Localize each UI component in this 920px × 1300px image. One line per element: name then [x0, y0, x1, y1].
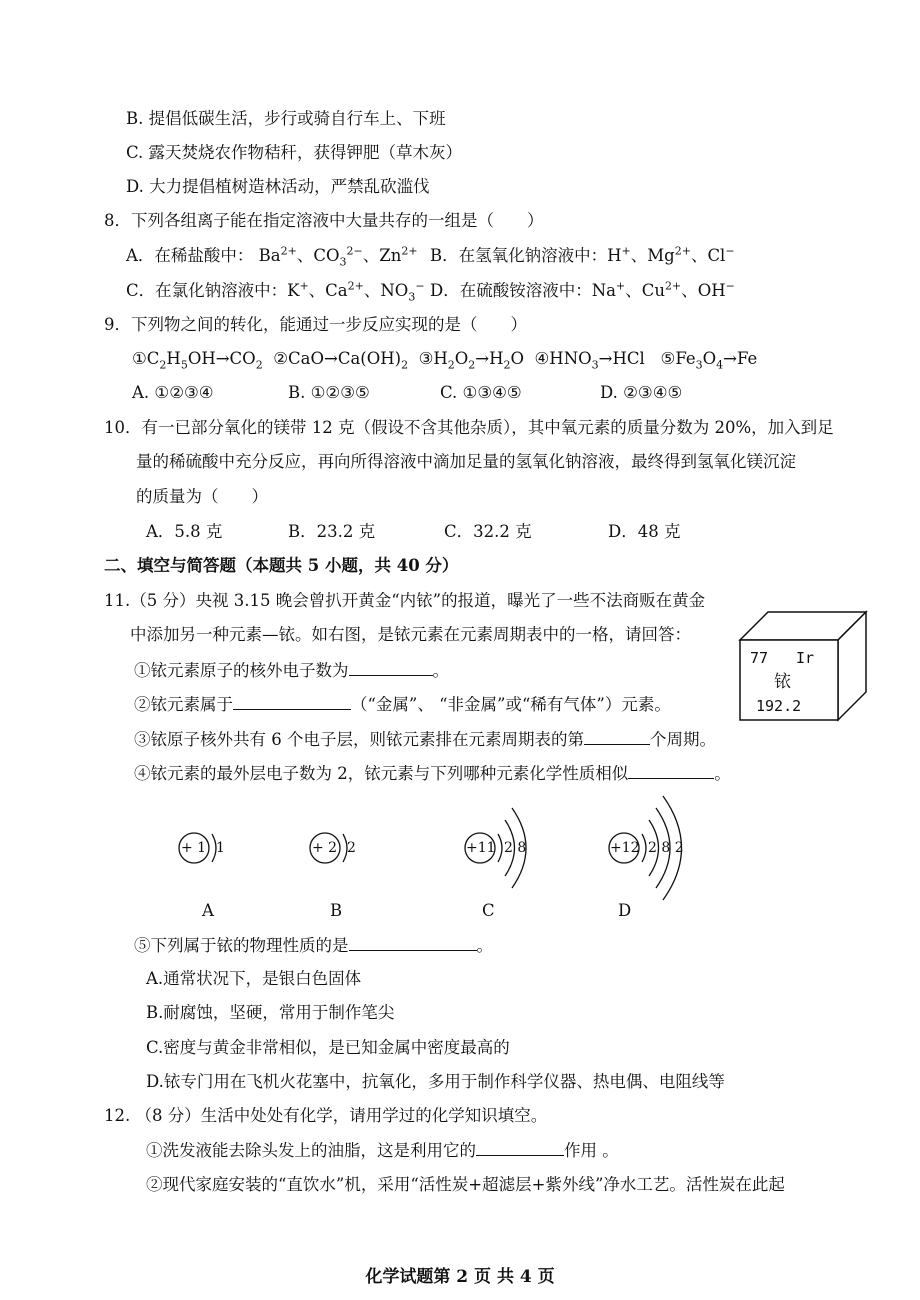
label-b: B [330, 901, 343, 920]
label-c: C [482, 901, 495, 920]
shells-c: 2 8 [504, 840, 527, 856]
q12-stem: 12. （8 分）生活中处处有化学，请用学过的化学知识填空。 [104, 1106, 548, 1125]
nucleus-b: + 2 [312, 840, 338, 856]
q8-stem: 8．下列各组离子能在指定溶液中大量共存的一组是（ ） [104, 211, 544, 230]
q9-option-c: C. ①③④⑤ [440, 383, 522, 402]
q11-sub2: ②铱元素属于 （“金属”、 “非金属”或“稀有气体”）元素。 [134, 695, 671, 714]
q11-option-b: B.耐腐蚀，坚硬，常用于制作笔尖 [146, 1003, 395, 1022]
element-symbol: Ir [796, 649, 815, 667]
q12-sub2: ②现代家庭安装的“直饮水”机，采用“活性炭+超滤层+紫外线”净水工艺。活性炭在此起 [146, 1175, 785, 1194]
q9-option-b: B. ①②③⑤ [288, 383, 370, 402]
atomic-mass: 192.2 [756, 697, 802, 715]
atomic-number: 77 [750, 649, 769, 667]
nucleus-c: +11 [466, 840, 496, 856]
q11-option-d: D.铱专门用在飞机火花塞中，抗氧化，多用于制作科学仪器、热电偶、电阻线等 [146, 1072, 725, 1091]
q7-option-c: C. 露天焚烧农作物秸秆，获得钾肥（草木灰） [126, 143, 463, 162]
section-title: 二、填空与简答题（本题共 5 小题，共 40 分） [104, 556, 459, 575]
atom-structure-diagrams [160, 790, 720, 920]
shells-a: 1 [216, 840, 225, 856]
q8-option-b: B．在氢氧化钠溶液中：H+、$Mg^{2+}$、Cl− [430, 244, 735, 265]
answer-blank [628, 762, 714, 779]
answer-blank [584, 728, 650, 745]
q11-sub5: ⑤下列属于铱的物理性质的是 。 [134, 936, 493, 955]
nucleus-d: +12 [610, 840, 640, 856]
shells-d: 2 8 2 [648, 840, 684, 856]
shells-b: 2 [347, 840, 356, 856]
q11-line2: 中添加另一种元素—铱。如右图，是铱元素在元素周期表中的一格，请回答： [130, 625, 691, 644]
q11-line1: 11.（5 分）央视 3.15 晚会曾扒开黄金“内铱”的报道，曝光了一些不法商贩在黄金 [104, 591, 706, 610]
q8-option-c: C．在氯化钠溶液中：K+、$Ca^{2+}$、$NO_3^-$ [126, 279, 425, 304]
q10-option-a: A．5.8 克 [146, 522, 223, 541]
answer-blank [349, 934, 477, 951]
periodic-table-cell [738, 600, 868, 725]
q10-line1: 10．有一已部分氧化的镁带 12 克（假设不含其他杂质），其中氧元素的质量分数为 20%，加入到足 [104, 418, 834, 437]
page-footer: 化学试题第 2 页 共 4 页 [365, 1267, 555, 1287]
q7-option-d: D. 大力提倡植树造林活动，严禁乱砍滥伐 [126, 177, 430, 196]
q10-option-d: D．48 克 [608, 522, 681, 541]
q9-conversions: $①C_2H_5OH\to CO_2$ $②CaO\to Ca(OH)_2$ $③H_2O_2\to H_2O$ $④HNO_3\to HCl$ $⑤Fe_3O_4\to Fe$ [132, 349, 758, 372]
q12-sub1: ①洗发液能去除头发上的油脂，这是利用它的 作用 。 [146, 1141, 619, 1160]
q11-sub1: ①铱元素原子的核外电子数为 。 [134, 661, 449, 680]
element-name: 铱 [774, 672, 791, 692]
q10-line3: 的质量为（ ） [136, 487, 268, 506]
q9-option-a: A. ①②③④ [132, 383, 214, 402]
q11-sub3: ③铱原子核外共有 6 个电子层，则铱元素排在元素周期表的第 个周期。 [134, 730, 716, 749]
q11-option-a: A.通常状况下，是银白色固体 [146, 969, 362, 988]
label-a: A [202, 901, 214, 920]
q10-line2: 量的稀硫酸中充分反应，再向所得溶液中滴加足量的氢氧化钠溶液，最终得到氢氧化镁沉淀 [136, 452, 796, 471]
q8-option-a: A．在稀盐酸中： $Ba^{2+}$、$CO_3^{2-}$、$Zn^{2+}$ [126, 244, 418, 269]
answer-blank [349, 659, 433, 676]
q10-option-b: B．23.2 克 [288, 522, 376, 541]
q11-option-c: C.密度与黄金非常相似，是已知金属中密度最高的 [146, 1038, 510, 1057]
answer-blank [233, 693, 351, 710]
q9-stem: 9．下列物之间的转化，能通过一步反应实现的是（ ） [104, 315, 527, 334]
nucleus-a: + 1 [181, 840, 207, 856]
label-d: D [618, 901, 632, 920]
q10-option-c: C．32.2 克 [444, 522, 532, 541]
q9-option-d: D. ②③④⑤ [600, 383, 683, 402]
answer-blank [476, 1139, 564, 1156]
q11-sub4: ④铱元素的最外层电子数为 2，铱元素与下列哪种元素化学性质相似 。 [134, 764, 731, 783]
q8-option-d: D．在硫酸铵溶液中：Na+、$Cu^{2+}$、OH− [430, 279, 735, 300]
q7-option-b: B. 提倡低碳生活，步行或骑自行车上、下班 [126, 109, 446, 128]
